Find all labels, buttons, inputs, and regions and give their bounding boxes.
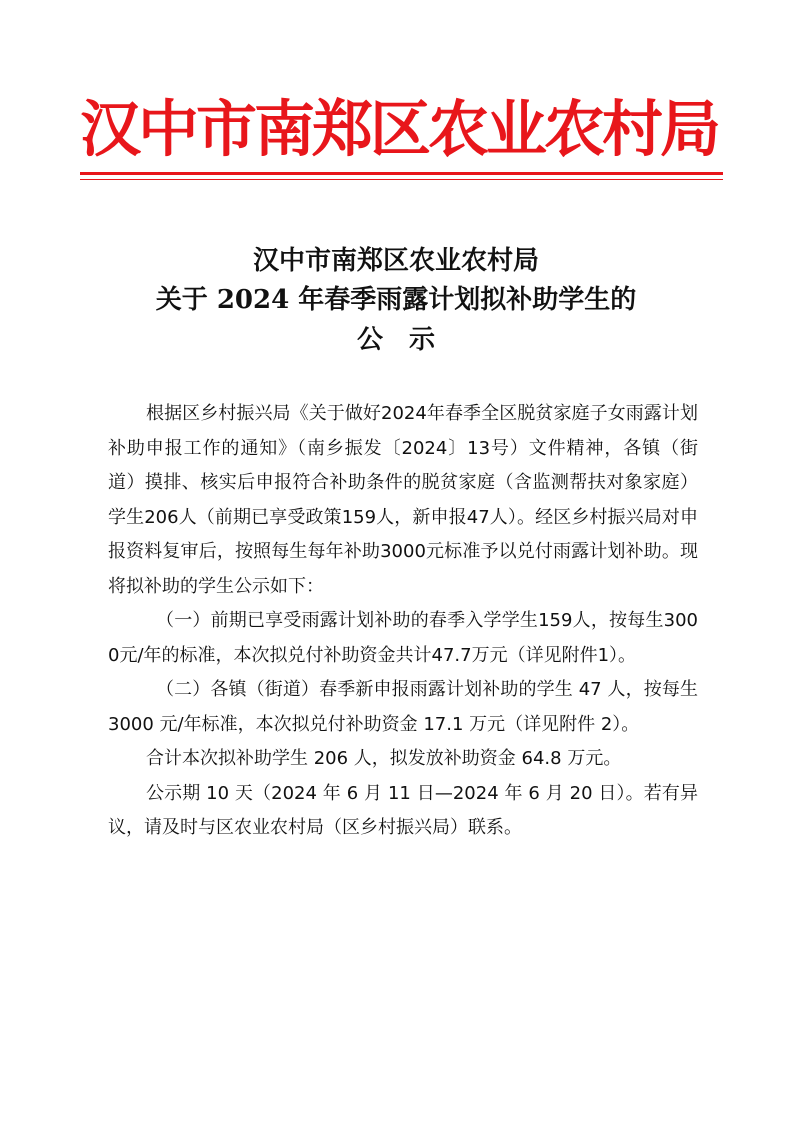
body-paragraph-item-1: （一）前期已享受雨露计划补助的春季入学学生159人，按每生3000元/年的标准，本次拟兑付补助资金共计47.7万元（详见附件1）。	[108, 610, 698, 666]
body-paragraph-total: 合计本次拟补助学生 206 人，拟发放补助资金 64.8 万元。	[146, 748, 622, 769]
notice-title-line-3: 公示	[356, 325, 461, 355]
letterhead-org-name: 汉中市南郑区农业农村局	[80, 94, 719, 165]
notice-title-line-1: 汉中市南郑区农业农村局	[252, 246, 539, 276]
body-paragraph-intro: 根据区乡村振兴局《关于做好2024年春季全区脱贫家庭子女雨露计划补助申报工作的通知》（南乡振发〔2024〕13号）文件精神，各镇（街道）摸排、核实后申报符合补助条件的脱贫家庭（含监测帮扶对象家庭）学生206人（前期已享受政策159人，新申报47人）。经区乡村振兴局对申报资料复审后，按照每生每年补助3000元标准予以兑付雨露计划补助。现将拟补助的学生公示如下：	[108, 403, 698, 597]
letterhead-red-rule-thin	[80, 179, 723, 180]
notice-body	[108, 397, 698, 846]
body-paragraph-period: 公示期 10 天（2024 年 6 月 11 日—2024 年 6 月 20 日）。若有异议，请及时与区农业农村局（区乡村振兴局）联系。	[108, 782, 698, 838]
notice-title-line-2: 关于 2024 年春季雨露计划拟补助学生的	[155, 285, 637, 315]
letterhead-red-rule-thick	[80, 172, 723, 175]
body-paragraph-item-2: （二）各镇（街道）春季新申报雨露计划补助的学生 47 人，按每生 3000 元/年标准，本次拟兑付补助资金 17.1 万元（详见附件 2）。	[108, 679, 698, 735]
